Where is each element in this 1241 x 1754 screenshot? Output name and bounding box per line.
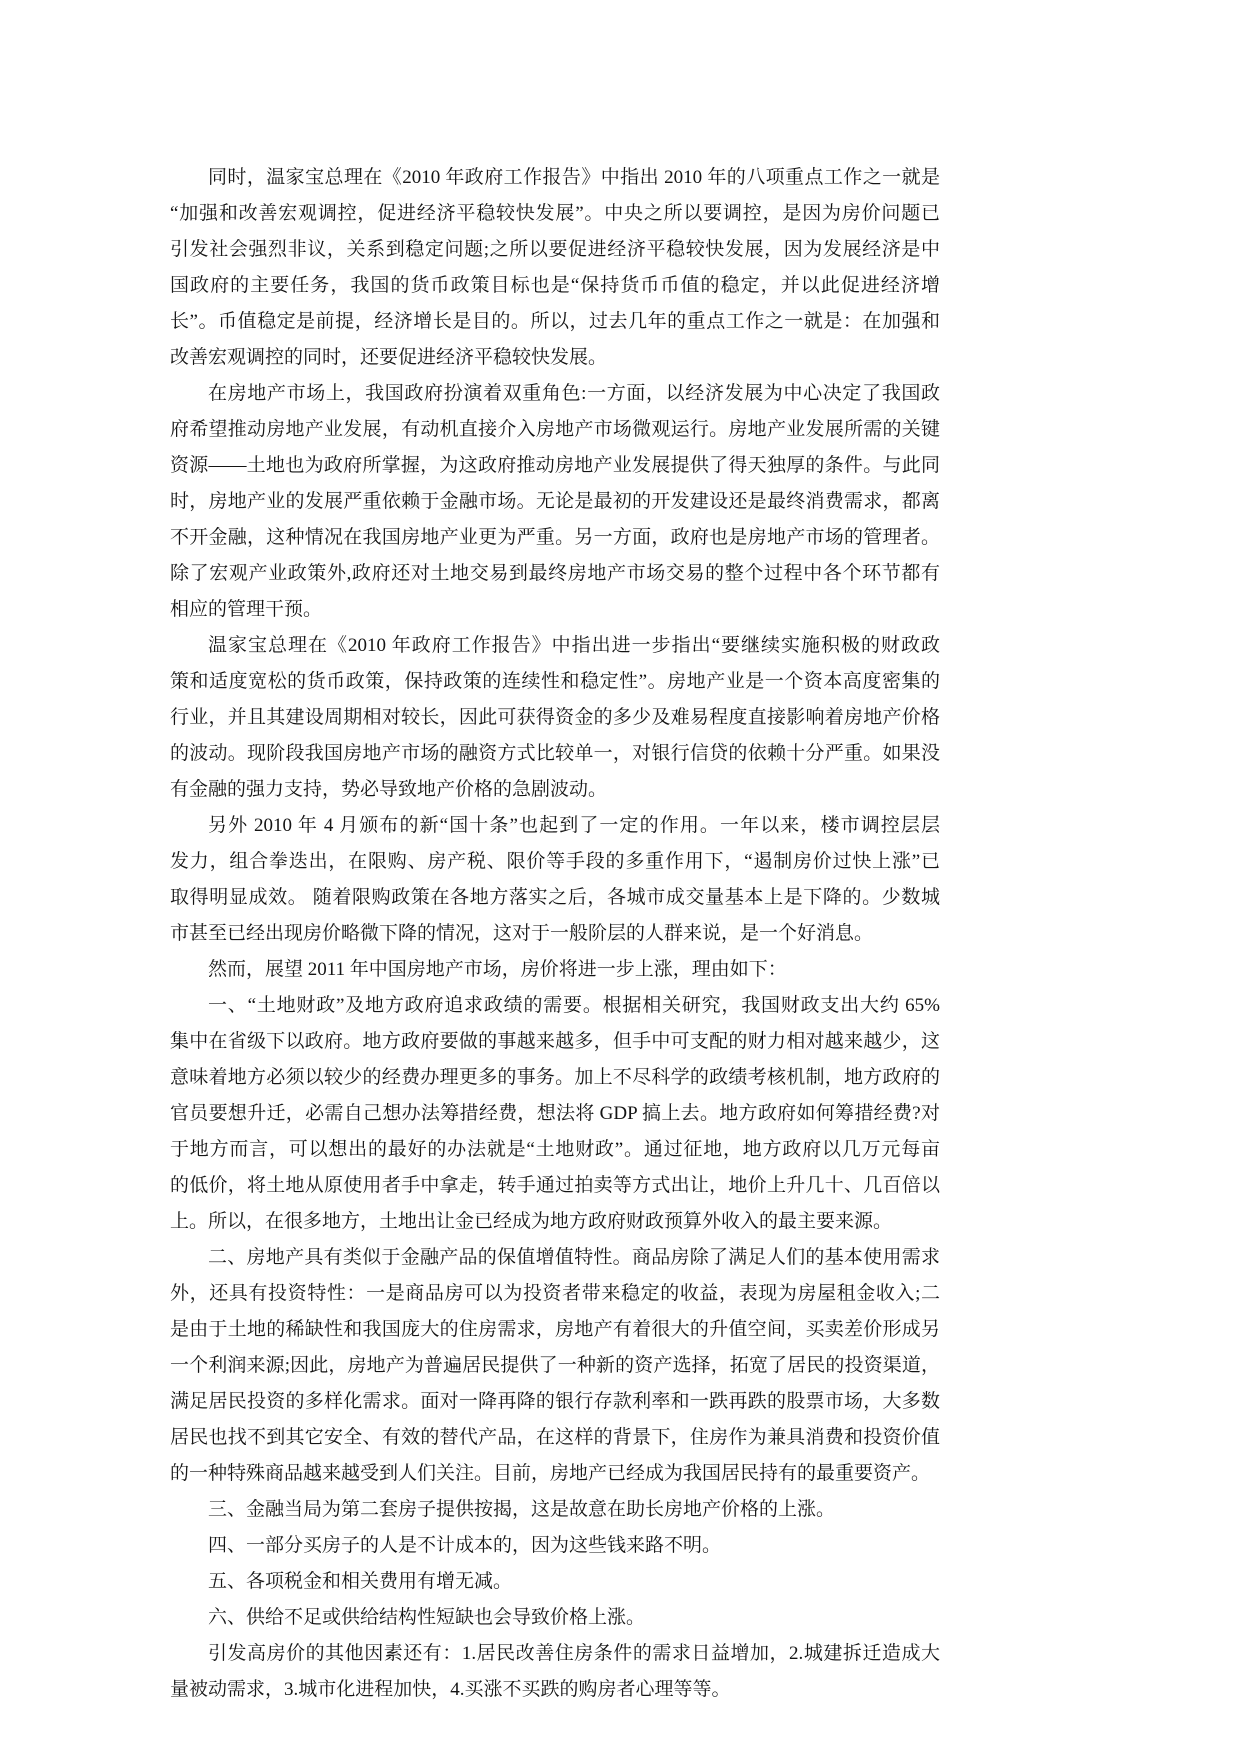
text-line: 另外 2010 年 4 月颁布的新“国十条”也起到了一定的作用。一年以来，楼市调控层层: [208, 815, 940, 836]
paragraph: [170, 1564, 940, 1600]
text-line: 资源——土地也为政府所掌握，为这政府推动房地产业发展提供了得天独厚的条件。与此同: [170, 455, 940, 476]
text-line: 满足居民投资的多样化需求。面对一降再降的银行存款利率和一跌再跌的股票市场，大多数: [170, 1391, 940, 1412]
text-line: 官员要想升迁，必需自己想办法筹措经费，想法将 GDP 搞上去。地方政府如何筹措经费?对: [170, 1103, 940, 1124]
text-line: 引发社会强烈非议，关系到稳定问题;之所以要促进经济平稳较快发展，因为发展经济是中: [170, 239, 940, 260]
paragraph: [170, 1492, 940, 1528]
paragraph: [170, 988, 940, 1240]
text-line: 除了宏观产业政策外,政府还对土地交易到最终房地产市场交易的整个过程中各个环节都有: [170, 563, 940, 584]
text-line: 三、金融当局为第二套房子提供按揭，这是故意在助长房地产价格的上涨。: [208, 1499, 836, 1520]
paragraph: [170, 628, 940, 808]
text-line: 六、供给不足或供给结构性短缺也会导致价格上涨。: [208, 1607, 646, 1628]
text-line: 同时，温家宝总理在《2010 年政府工作报告》中指出 2010 年的八项重点工作之一就是: [208, 167, 940, 188]
text-line: 的波动。现阶段我国房地产市场的融资方式比较单一，对银行信贷的依赖十分严重。如果没: [170, 743, 940, 764]
text-line: 市甚至已经出现房价略微下降的情况，这对于一般阶层的人群来说，是一个好消息。: [170, 923, 874, 944]
text-line: 不开金融，这种情况在我国房地产业更为严重。另一方面，政府也是房地产市场的管理者。: [170, 527, 940, 548]
text-line: 一个利润来源;因此，房地产为普遍居民提供了一种新的资产选择，拓宽了居民的投资渠道，: [170, 1355, 940, 1376]
text-line: 四、一部分买房子的人是不计成本的，因为这些钱来路不明。: [208, 1535, 722, 1556]
text-line: 时，房地产业的发展严重依赖于金融市场。无论是最初的开发建设还是最终消费需求，都离: [170, 491, 940, 512]
text-line: 取得明显成效。 随着限购政策在各地方落实之后，各城市成交量基本上是下降的。少数城: [170, 887, 940, 908]
text-line: 集中在省级下以政府。地方政府要做的事越来越多，但手中可支配的财力相对越来越少，这: [170, 1031, 940, 1052]
text-line: 发力，组合拳迭出，在限购、房产税、限价等手段的多重作用下，“遏制房价过快上涨”已: [170, 851, 940, 872]
text-line: 策和适度宽松的货币政策，保持政策的连续性和稳定性”。房地产业是一个资本高度密集的: [170, 671, 940, 692]
text-line: 是由于土地的稀缺性和我国庞大的住房需求，房地产有着很大的升值空间，买卖差价形成另: [170, 1319, 940, 1340]
text-line: “加强和改善宏观调控，促进经济平稳较快发展”。中央之所以要调控，是因为房价问题已: [170, 203, 940, 224]
paragraph: [170, 1528, 940, 1564]
text-line: 然而，展望 2011 年中国房地产市场，房价将进一步上涨，理由如下：: [208, 959, 787, 980]
text-line: 行业，并且其建设周期相对较长，因此可获得资金的多少及难易程度直接影响着房地产价格: [170, 707, 940, 728]
paragraph: [170, 952, 940, 988]
text-line: 相应的管理干预。: [170, 599, 323, 620]
text-line: 引发高房价的其他因素还有：1.居民改善住房条件的需求日益增加，2.城建拆迁造成大: [208, 1643, 940, 1664]
text-line: 国政府的主要任务，我国的货币政策目标也是“保持货币币值的稳定，并以此促进经济增: [170, 275, 940, 296]
paragraph: [170, 160, 940, 376]
text-line: 温家宝总理在《2010 年政府工作报告》中指出进一步指出“要继续实施积极的财政政: [208, 635, 940, 656]
paragraph: [170, 1636, 940, 1708]
text-line: 的低价，将土地从原使用者手中拿走，转手通过拍卖等方式出让，地价上升几十、几百倍以: [170, 1175, 940, 1196]
paragraph: [170, 808, 940, 952]
text-line: 居民也找不到其它安全、有效的替代产品，在这样的背景下，住房作为兼具消费和投资价值: [170, 1427, 940, 1448]
text-line: 府希望推动房地产业发展，有动机直接介入房地产市场微观运行。房地产业发展所需的关键: [170, 419, 940, 440]
text-line: 一、“土地财政”及地方政府追求政绩的需要。根据相关研究，我国财政支出大约 65%: [208, 995, 940, 1016]
text-line: 长”。币值稳定是前提，经济增长是目的。所以，过去几年的重点工作之一就是：在加强和: [170, 311, 940, 332]
text-line: 在房地产市场上，我国政府扮演着双重角色:一方面，以经济发展为中心决定了我国政: [208, 383, 940, 404]
text-line: 改善宏观调控的同时，还要促进经济平稳较快发展。: [170, 347, 608, 368]
paragraph: [170, 376, 940, 628]
text-line: 意味着地方必须以较少的经费办理更多的事务。加上不尽科学的政绩考核机制，地方政府的: [170, 1067, 940, 1088]
text-line: 二、房地产具有类似于金融产品的保值增值特性。商品房除了满足人们的基本使用需求: [208, 1247, 940, 1268]
text-line: 上。所以，在很多地方，土地出让金已经成为地方政府财政预算外收入的最主要来源。: [170, 1211, 893, 1232]
paragraph: [170, 1600, 940, 1636]
paragraph: [170, 1240, 940, 1492]
text-line: 外，还具有投资特性：一是商品房可以为投资者带来稳定的收益，表现为房屋租金收入;二: [170, 1283, 940, 1304]
document-body: [170, 160, 940, 1708]
text-line: 于地方而言，可以想出的最好的办法就是“土地财政”。通过征地，地方政府以几万元每亩: [170, 1139, 940, 1160]
text-line: 有金融的强力支持，势必导致地产价格的急剧波动。: [170, 779, 608, 800]
text-line: 量被动需求，3.城市化进程加快，4.买涨不买跌的购房者心理等等。: [170, 1679, 731, 1700]
text-line: 的一种特殊商品越来越受到人们关注。目前，房地产已经成为我国居民持有的最重要资产。: [170, 1463, 931, 1484]
text-line: 五、各项税金和相关费用有增无减。: [208, 1571, 513, 1592]
